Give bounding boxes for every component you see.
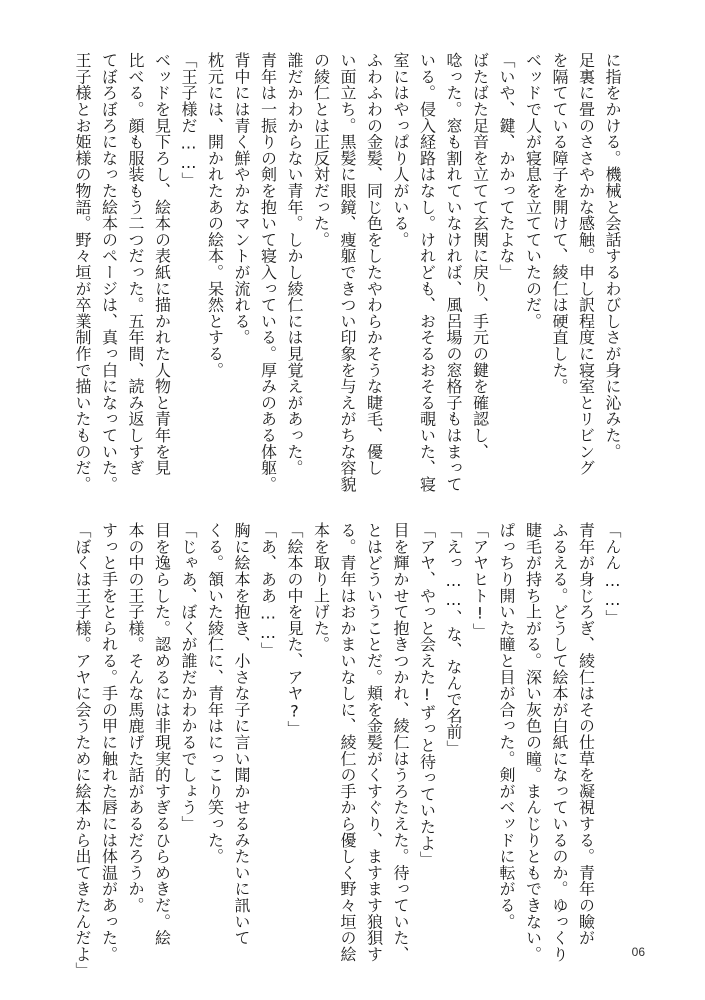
text-column: ふるえる。どうして絵本が白紙になっているのか。ゆっくり <box>550 522 569 963</box>
text-column: 誰だかわからない青年。しかし綾仁には見覚えがあった。 <box>285 52 304 476</box>
page-number: 06 <box>631 945 645 959</box>
text-column: い面立ち。黒髪に眼鏡、痩躯できつい印象を与えがちな容貌 <box>338 52 357 493</box>
text-column: 「ぼくは王子様。アヤに会うために絵本から出てきたんだよ」 <box>73 522 92 979</box>
text-column: 目を逸らした。認めるには非現実的すぎるひらめきだ。絵 <box>152 522 172 946</box>
text-column: 「アヤ、やっと会えた!ずっと待っていたよ」 <box>417 522 437 868</box>
text-column: 王子様とお姫様の物語。野々垣が卒業制作で描いたものだ。 <box>73 52 92 493</box>
text-column: 「あ、ああ……」 <box>258 522 278 659</box>
text-column: 比べる。顔も服装もう二つだった。五年間、読み返しすぎ <box>126 52 145 476</box>
text-column: を隔てている障子を開けて、綾仁は硬直した。 <box>550 52 569 395</box>
text-column: 「アヤヒト!」 <box>470 522 490 640</box>
lower-text-block <box>73 522 625 979</box>
text-column: の綾仁とは正反対だった。 <box>311 52 331 248</box>
text-column: ばたばた足音を立てて玄関に戻り、手元の鍵を確認し、 <box>470 52 490 460</box>
text-column: に指をかける。機械と会話するわびしさが身に沁みた。 <box>603 52 622 460</box>
text-column: 「王子様だ……」 <box>179 52 198 189</box>
text-column: 本の中の王子様。そんな馬鹿げた話があるだろうか。 <box>126 522 145 914</box>
text-column: ふわふわの金髪、同じ色をしたやわらかそうな睫毛、優し <box>364 52 384 476</box>
text-column: 睫毛が持ち上がる。深い灰色の瞳。まんじりともできない。 <box>523 522 543 963</box>
text-column: 「いや、鍵、かかってたよな」 <box>497 52 516 281</box>
text-column: とはどういうことだ。頬を金髪がくすぐり、ますます狼狽す <box>364 522 384 963</box>
text-column: 「絵本の中を見た、アヤ?」 <box>285 522 304 737</box>
upper-text-block <box>73 52 625 493</box>
text-column: 足裏に畳のささやかな感触。申し訳程度に寝室とリビング <box>576 52 596 476</box>
text-column: 青年が身じろぎ、綾仁はその仕草を凝視する。青年の瞼が <box>576 522 596 946</box>
text-column: てぼろぼろになった絵本のページは、真っ白になっていた。 <box>99 52 119 493</box>
text-column: すっと手をとられる。手の甲に触れた唇には体温があった。 <box>99 522 119 963</box>
text-column: いる。侵入経路はなし。けれども、おそるおそる覗いた、寝 <box>417 52 437 493</box>
text-column: ベッドを見下ろし、絵本の表紙に描かれた人物と青年を見 <box>152 52 172 476</box>
text-column: 枕元には、開かれたあの絵本。呆然とする。 <box>205 52 225 378</box>
text-column: くる。頷いた綾仁に、青年はにっこり笑った。 <box>205 522 225 865</box>
text-column: 唸った。窓も割れていなければ、風呂場の窓格子もはまって <box>444 52 463 493</box>
text-column: ぱっちり開いた瞳と目が合った。剣がベッドに転がる。 <box>497 522 516 930</box>
text-column: 「じゃあ、ぼくが誰だかわかるでしょう」 <box>179 522 198 832</box>
text-column: 背中には青く鮮やかなマントが流れる。 <box>232 52 251 346</box>
text-column: 「えっ……、な、なんで名前」 <box>444 522 463 757</box>
text-column: る。青年はおかまいなしに、綾仁の手から優しく野々垣の絵 <box>338 522 357 963</box>
text-column: 「んん……」 <box>603 522 622 626</box>
text-column: 青年は一振りの剣を抱いて寝入っている。厚みのある体躯。 <box>258 52 278 493</box>
text-column: 目を輝かせて抱きつかれ、綾仁はうろたえた。待っていた、 <box>391 522 410 963</box>
text-column: 胸に絵本を抱き、小さな子に言い聞かせるみたいに訊いて <box>232 522 251 946</box>
text-column: 室にはやっぱり人がいる。 <box>391 52 410 248</box>
text-column: 本を取り上げた。 <box>311 522 331 653</box>
text-column: ベッドで人が寝息を立てていたのだ。 <box>523 52 543 330</box>
